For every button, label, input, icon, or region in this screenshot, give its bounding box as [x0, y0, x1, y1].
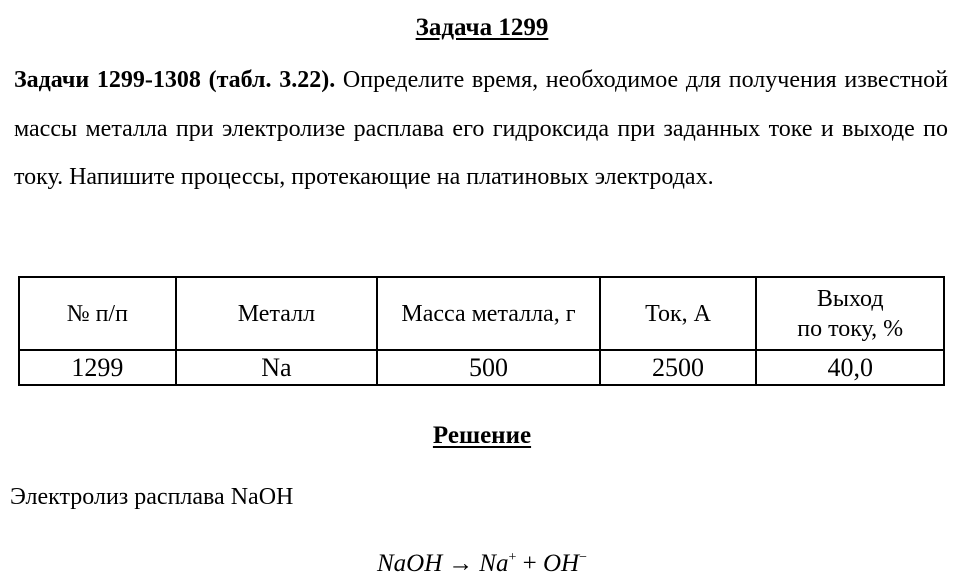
cell-yield: 40,0 — [756, 350, 944, 385]
electrolysis-text: Электролиз расплава NaOH — [10, 484, 294, 510]
header-yield — [756, 277, 944, 350]
eq-cation: Na — [479, 550, 509, 577]
header-yield-line1: Выход — [816, 285, 884, 312]
task-text: Определите время, необходимое для получения известной массы металла при электролизе расплава его гидроксида при заданных токе и выходе по току. Напишите процессы, протекающие на платиновых электродах. — [14, 67, 949, 190]
task-bold-lead: Задачи 1299-1308 (табл. 3.22). — [14, 67, 336, 93]
header-number: № п/п — [19, 277, 176, 350]
eq-plus: + — [522, 550, 537, 577]
data-table — [18, 276, 945, 386]
cell-number: 1299 — [19, 350, 176, 385]
header-current: Ток, А — [600, 277, 757, 350]
header-metal: Металл — [176, 277, 378, 350]
task-title: Задача 1299 — [415, 14, 549, 41]
task-statement — [14, 56, 948, 202]
eq-anion-charge: − — [579, 550, 587, 565]
table-header-row — [19, 277, 944, 350]
cell-current: 2500 — [600, 350, 757, 385]
dissociation-equation — [0, 550, 964, 578]
eq-anion: OH — [542, 550, 580, 577]
header-yield-line2: по току, % — [797, 315, 904, 342]
eq-left: NaOH — [376, 550, 443, 577]
solution-title: Решение — [432, 422, 532, 449]
header-mass: Масса металла, г — [377, 277, 600, 350]
cell-mass: 500 — [377, 350, 600, 385]
eq-cation-charge: + — [508, 550, 517, 565]
eq-arrow: → — [448, 550, 474, 577]
cell-metal: Na — [176, 350, 378, 385]
table-row — [19, 350, 944, 385]
